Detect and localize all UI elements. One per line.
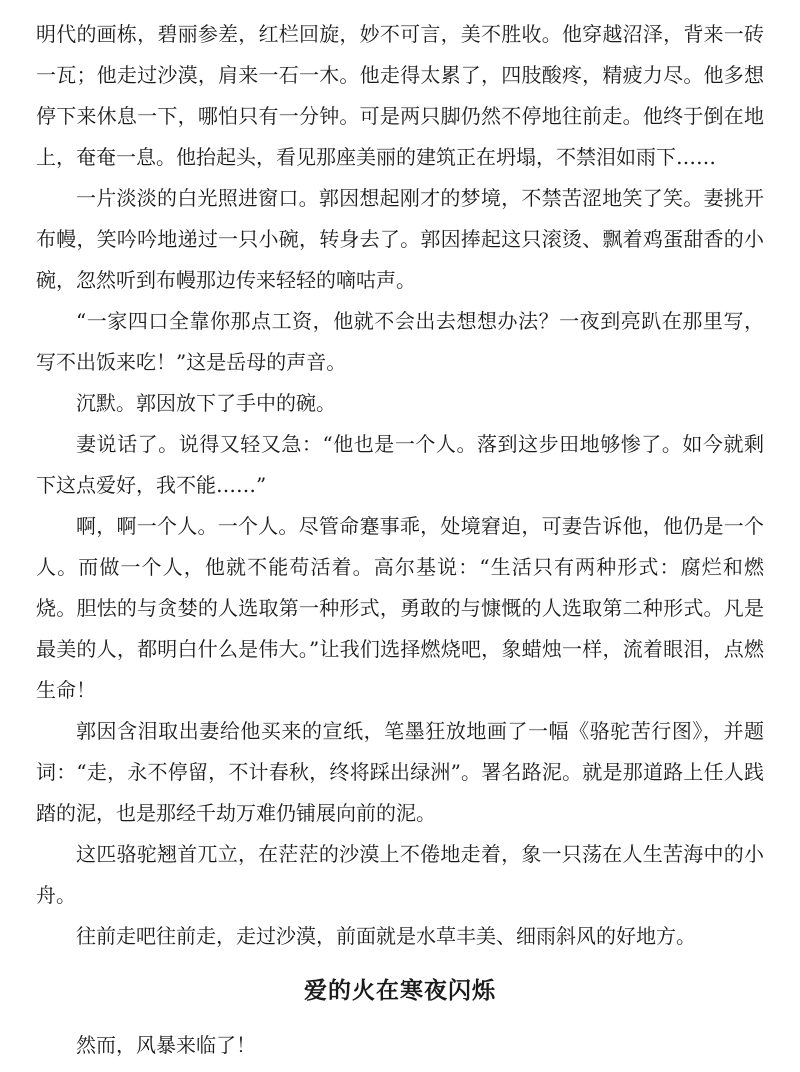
final-paragraph: 然而，风暴来临了！ bbox=[76, 1033, 256, 1057]
paragraph-8: 这匹骆驼翘首兀立，在茫茫的沙漠上不倦地走着，象一只荡在人生苦海中的小舟。 bbox=[36, 842, 764, 907]
paragraph-2: 一片淡淡的白光照进窗口。郭因想起刚才的梦境，不禁苦涩地笑了笑。妻挑开布幔，笑吟吟地递过一只小碗，转身去了。郭因捧起这只滚烫、飘着鸡蛋甜香的小碗，忽然听到布幔那边传来轻轻的嘀咕声。 bbox=[36, 186, 764, 292]
paragraph-3: “一家四口全靠你那点工资，他就不会出去想想办法？一夜到亮趴在那里写，写不出饭来吃！”这是岳母的声音。 bbox=[36, 309, 764, 374]
paragraph-6: 啊，啊一个人。一个人。尽管命蹇事乖，处境窘迫，可妻告诉他，他仍是一个人。而做一个人，他就不能苟活着。高尔基说：“生活只有两种形式：腐烂和燃烧。胆怯的与贪婪的人选取第一种形式，勇敢的与慷慨的人选取第二种形式。凡是最美的人，都明白什么是伟大。”让我们选择燃烧吧，象蜡烛一样，流着眼泪，点燃生命！ bbox=[36, 514, 764, 702]
section-heading: 爱的火在寒夜闪烁 bbox=[304, 977, 496, 1004]
paragraph-1: 明代的画栋，碧丽参差，红栏回旋，妙不可言，美不胜收。他穿越沼泽，背来一砖一瓦；他走过沙漠，肩来一石一木。他走得太累了，四肢酸疼，精疲力尽。他多想停下来休息一下，哪怕只有一分钟。可是两只脚仍然不停地往前走。他终于倒在地上，奄奄一息。他抬起头，看见那座美丽的建筑正在坍塌，不禁泪如雨下…… bbox=[36, 22, 764, 169]
paragraph-4: 沉默。郭因放下了手中的碗。 bbox=[76, 391, 336, 415]
document-page bbox=[36, 14, 764, 1064]
paragraph-5: 妻说话了。说得又轻又急：“他也是一个人。落到这步田地够惨了。如今就剩下这点爱好，我不能……” bbox=[36, 432, 764, 497]
paragraph-9: 往前走吧往前走，走过沙漠，前面就是水草丰美、细雨斜风的好地方。 bbox=[76, 924, 696, 948]
paragraph-7: 郭因含泪取出妻给他买来的宣纸，笔墨狂放地画了一幅《骆驼苦行图》，并题词：“走，永不停留，不计春秋，终将踩出绿洲”。署名路泥。就是那道路上任人践踏的泥，也是那经千劫万难仍铺展向前的泥。 bbox=[36, 719, 764, 825]
